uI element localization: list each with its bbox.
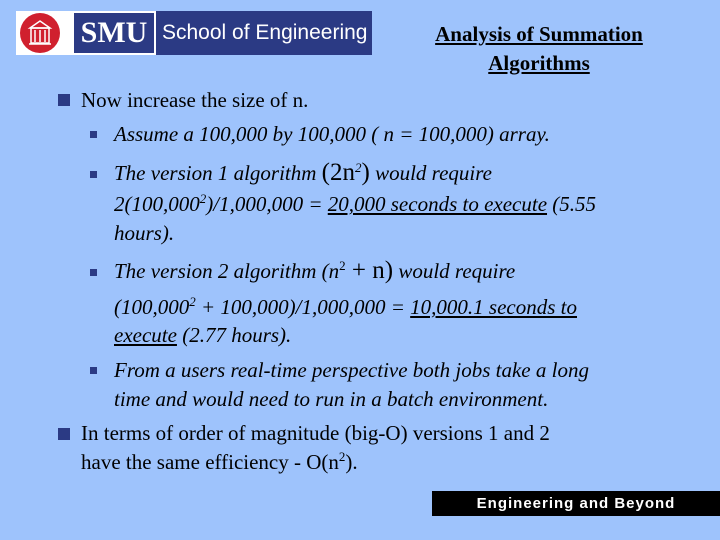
smu-logo [16,11,372,55]
sub-bullet-4-line-2: time and would need to run in a batch environment. [114,387,549,411]
bullet-2-line-2: have the same efficiency - $O(n^2)$. [81,449,358,474]
sub-bullet-2-line-2: $2(100,000^2)/1,000,000 = 20,000$ seconds to execute (5.55 [114,191,597,216]
bullet-1-text: Now increase the size of n. [81,88,309,112]
footer-banner: Engineering and Beyond [432,491,720,516]
sub-bullet-4-line-1: From a users real-time perspective both jobs take a long [114,358,589,382]
sub-bullet-3-line-2: $(100,000^2 + 100,000)/1,000,000 = 10,000.1$ seconds to [114,294,577,319]
bullet-2-line-1: In terms of order of magnitude (big-O) versions 1 and 2 [81,421,550,445]
bullet-square-icon [58,428,70,440]
smu-seal-icon [20,13,60,53]
school-name: School of Engineering [154,11,372,55]
sub-bullet-icon [90,131,97,138]
title-line-1: Analysis of Summation [435,22,643,46]
smu-wordmark: SMU [72,11,154,55]
sub-bullet-3-line-1: The version 2 algorithm $(n^2 + n)$ would require [114,257,516,284]
sub-bullet-icon [90,269,97,276]
sub-bullet-2-line-1: The version 1 algorithm $(2n^2)$ would require [114,159,492,186]
sub-bullet-icon [90,367,97,374]
sub-bullet-2-line-3: hours). [114,221,175,245]
sub-bullet-3-line-3: execute (2.77 hours). [114,323,292,347]
sub-bullet-icon [90,171,97,178]
title-line-2: Algorithms [488,51,590,75]
sub-bullet-1-text: Assume a 100,000 by 100,000 ( n = 100,000) array. [114,122,550,146]
seal-icon-wrap [16,11,64,55]
slide-title [400,20,678,78]
bullet-square-icon [58,94,70,106]
